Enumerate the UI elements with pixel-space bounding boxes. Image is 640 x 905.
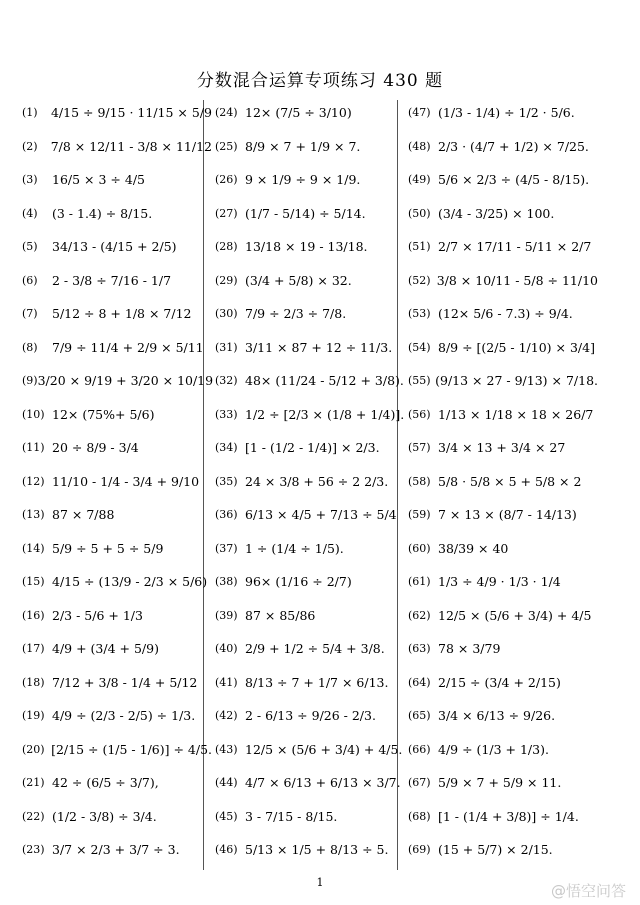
problem-expression: 16/5 × 3 ÷ 4/5	[52, 172, 145, 188]
problem-number: (56)	[408, 407, 431, 421]
problem-expression: 4/15 ÷ (13/9 - 2/3 × 5/6)	[52, 574, 208, 590]
problem-number: (23)	[22, 843, 45, 857]
problem-item	[408, 364, 598, 398]
problem-expression: (3 - 1.4) ÷ 8/15.	[52, 205, 153, 221]
problem-expression: (3/4 + 5/8) × 32.	[245, 272, 352, 288]
problem-expression: (1/7 - 5/14) ÷ 5/14.	[245, 205, 366, 221]
problem-item	[215, 230, 405, 264]
problem-item	[215, 331, 405, 365]
problem-number: (30)	[215, 307, 238, 321]
problem-item	[408, 130, 598, 164]
problem-item	[408, 96, 598, 130]
problem-item	[408, 666, 598, 700]
problem-item	[215, 364, 405, 398]
problem-number: (28)	[215, 240, 238, 254]
problem-expression: 11/10 - 1/4 - 3/4 + 9/10	[52, 473, 200, 489]
problem-expression: 12× (75%+ 5/6)	[52, 406, 155, 422]
problem-item	[408, 398, 598, 432]
problem-expression: 2/7 × 17/11 - 5/11 × 2/7	[438, 239, 592, 255]
problem-expression: 5/9 × 7 + 5/9 × 11.	[438, 775, 562, 791]
problem-item	[215, 197, 405, 231]
problem-expression: 3/20 × 9/19 + 3/20 × 10/19	[37, 373, 214, 389]
problem-item	[408, 733, 598, 767]
problem-expression: 3 - 7/15 - 8/15.	[245, 808, 338, 824]
problem-expression: 7 × 13 × (8/7 - 14/13)	[438, 507, 577, 523]
problem-expression: 4/9 + (3/4 + 5/9)	[52, 641, 159, 657]
problem-item	[22, 431, 212, 465]
problem-number: (59)	[408, 508, 431, 522]
problem-number: (54)	[408, 340, 431, 354]
problem-expression: [1 - (1/2 - 1/4)] × 2/3.	[245, 440, 380, 456]
problem-expression: (1/2 - 3/8) ÷ 3/4.	[52, 808, 157, 824]
problem-expression: 38/39 × 40	[438, 540, 509, 556]
problem-expression: 5/9 ÷ 5 + 5 ÷ 5/9	[52, 540, 164, 556]
problem-item	[215, 465, 405, 499]
problem-number: (60)	[408, 541, 431, 555]
problem-expression: 13/18 × 19 - 13/18.	[245, 239, 368, 255]
problem-number: (5)	[22, 240, 38, 254]
problem-expression: 24 × 3/8 + 56 ÷ 2 2/3.	[245, 473, 389, 489]
problem-number: (45)	[215, 809, 238, 823]
problem-expression: 1/2 ÷ [2/3 × (1/8 + 1/4)].	[245, 406, 405, 422]
problem-number: (35)	[215, 474, 238, 488]
problem-expression: [1 - (1/4 + 3/8)] ÷ 1/4.	[438, 808, 579, 824]
problem-item	[22, 264, 212, 298]
problem-column-1	[22, 96, 212, 867]
problem-item	[215, 666, 405, 700]
problem-item	[408, 599, 598, 633]
problem-number: (21)	[22, 776, 45, 790]
problem-item	[408, 331, 598, 365]
problem-item	[215, 565, 405, 599]
problem-number: (36)	[215, 508, 238, 522]
problem-number: (34)	[215, 441, 238, 455]
problem-number: (4)	[22, 206, 38, 220]
problem-item	[22, 498, 212, 532]
problem-item	[408, 264, 598, 298]
problem-expression: 2 - 3/8 ÷ 7/16 - 1/7	[52, 272, 172, 288]
problem-item	[22, 833, 212, 867]
problem-number: (11)	[22, 441, 45, 455]
problem-item	[22, 766, 212, 800]
problem-expression: 9 × 1/9 ÷ 9 × 1/9.	[245, 172, 361, 188]
problem-item	[215, 498, 405, 532]
problem-number: (8)	[22, 340, 38, 354]
problem-item	[215, 699, 405, 733]
problem-number: (13)	[22, 508, 45, 522]
problem-number: (29)	[215, 273, 238, 287]
problem-item	[22, 565, 212, 599]
problem-item	[408, 800, 598, 834]
problem-item	[215, 632, 405, 666]
problem-expression: 7/8 × 12/11 - 3/8 × 11/12	[50, 138, 212, 154]
problem-number: (62)	[408, 608, 431, 622]
problem-expression: 6/13 × 4/5 + 7/13 ÷ 5/4	[245, 507, 397, 523]
problem-expression: 1 ÷ (1/4 ÷ 1/5).	[245, 540, 344, 556]
problem-number: (15)	[22, 575, 45, 589]
problem-number: (32)	[215, 374, 238, 388]
problem-item	[22, 130, 212, 164]
problem-expression: (1/3 - 1/4) ÷ 1/2 · 5/6.	[438, 105, 575, 121]
problem-number: (12)	[22, 474, 45, 488]
problem-item	[215, 264, 405, 298]
problem-expression: 96× (1/16 ÷ 2/7)	[245, 574, 352, 590]
problem-expression: 87 × 85/86	[245, 607, 316, 623]
problem-number: (25)	[215, 139, 238, 153]
problem-item	[22, 364, 212, 398]
problem-expression: 3/4 × 6/13 ÷ 9/26.	[438, 708, 556, 724]
problem-number: (6)	[22, 273, 38, 287]
problem-item	[408, 498, 598, 532]
problem-number: (43)	[215, 742, 238, 756]
problem-number: (52)	[408, 273, 431, 287]
problem-expression: 78 × 3/79	[438, 641, 501, 657]
problem-number: (68)	[408, 809, 431, 823]
problem-item	[408, 565, 598, 599]
problem-item	[22, 532, 212, 566]
problem-item	[215, 532, 405, 566]
problem-number: (16)	[22, 608, 45, 622]
problem-number: (20)	[22, 742, 45, 756]
problem-expression: 12× (7/5 ÷ 3/10)	[245, 105, 352, 121]
problem-number: (46)	[215, 843, 238, 857]
page-title: 分数混合运算专项练习 430 题	[196, 71, 444, 91]
problem-expression: 2/3 · (4/7 + 1/2) × 7/25.	[438, 138, 589, 154]
problem-item	[215, 96, 405, 130]
problem-item	[408, 699, 598, 733]
problem-number: (48)	[408, 139, 431, 153]
problem-expression: 87 × 7/88	[52, 507, 115, 523]
problem-item	[22, 398, 212, 432]
problem-number: (33)	[215, 407, 238, 421]
problem-expression: 7/9 ÷ 2/3 ÷ 7/8.	[245, 306, 347, 322]
problem-item	[408, 163, 598, 197]
problem-number: (49)	[408, 173, 431, 187]
problem-item	[215, 599, 405, 633]
problem-expression: 5/8 · 5/8 × 5 + 5/8 × 2	[438, 473, 582, 489]
problem-item	[22, 599, 212, 633]
problem-item	[22, 666, 212, 700]
problem-expression: 34/13 - (4/15 + 2/5)	[52, 239, 177, 255]
problem-item	[408, 532, 598, 566]
problem-expression: 4/9 ÷ (2/3 - 2/5) ÷ 1/3.	[52, 708, 196, 724]
problem-expression: 2 - 6/13 ÷ 9/26 - 2/3.	[245, 708, 376, 724]
problem-expression: 7/9 ÷ 11/4 + 2/9 × 5/11	[52, 339, 204, 355]
problem-expression: (9/13 × 27 - 9/13) × 7/18.	[435, 373, 598, 389]
problem-number: (53)	[408, 307, 431, 321]
problem-expression: 8/13 ÷ 7 + 1/7 × 6/13.	[245, 674, 389, 690]
problem-item	[215, 800, 405, 834]
problem-expression: 4/9 ÷ (1/3 + 1/3).	[438, 741, 549, 757]
problem-number: (55)	[408, 374, 431, 388]
problem-expression: 2/3 - 5/6 + 1/3	[52, 607, 143, 623]
problem-expression: 5/12 ÷ 8 + 1/8 × 7/12	[52, 306, 192, 322]
problem-number: (65)	[408, 709, 431, 723]
problem-item	[22, 163, 212, 197]
problem-expression: 8/9 ÷ [(2/5 - 1/10) × 3/4]	[438, 339, 595, 355]
problem-item	[215, 398, 405, 432]
problem-number: (22)	[22, 809, 45, 823]
problem-number: (17)	[22, 642, 45, 656]
problem-number: (1)	[22, 106, 38, 120]
problem-expression: 5/13 × 1/5 + 8/13 ÷ 5.	[245, 842, 389, 858]
problem-expression: 3/7 × 2/3 + 3/7 ÷ 3.	[52, 842, 180, 858]
problem-number: (57)	[408, 441, 431, 455]
watermark: @悟空问答	[550, 882, 626, 900]
problem-number: (7)	[22, 307, 38, 321]
problem-expression: 7/12 + 3/8 - 1/4 + 5/12	[52, 674, 198, 690]
problem-column-2	[215, 96, 405, 867]
problem-item	[408, 197, 598, 231]
problem-expression: 48× (11/24 - 5/12 + 3/8).	[245, 373, 404, 389]
problem-expression: (15 + 5/7) × 2/15.	[438, 842, 553, 858]
problem-number: (66)	[408, 742, 431, 756]
problem-number: (42)	[215, 709, 238, 723]
problem-number: (10)	[22, 407, 45, 421]
problem-number: (39)	[215, 608, 238, 622]
problem-item	[22, 699, 212, 733]
problem-expression: 12/5 × (5/6 + 3/4) + 4/5.	[245, 741, 403, 757]
problem-expression: (12× 5/6 - 7.3) ÷ 9/4.	[438, 306, 573, 322]
problem-item	[22, 297, 212, 331]
problem-expression: 2/9 + 1/2 ÷ 5/4 + 3/8.	[245, 641, 385, 657]
problem-number: (61)	[408, 575, 431, 589]
problem-item	[215, 833, 405, 867]
problem-item	[408, 632, 598, 666]
problem-item	[22, 331, 212, 365]
problem-number: (27)	[215, 206, 238, 220]
problem-number: (26)	[215, 173, 238, 187]
problem-item	[408, 465, 598, 499]
problem-number: (2)	[22, 139, 38, 153]
problem-number: (50)	[408, 206, 431, 220]
problem-number: (3)	[22, 173, 38, 187]
problem-number: (40)	[215, 642, 238, 656]
problem-expression: 3/11 × 87 + 12 ÷ 11/3.	[245, 339, 393, 355]
problem-expression: 12/5 × (5/6 + 3/4) + 4/5	[438, 607, 592, 623]
problem-item	[408, 766, 598, 800]
problem-number: (58)	[408, 474, 431, 488]
problem-expression: 4/15 ÷ 9/15 · 11/15 × 5/9	[50, 105, 212, 121]
problem-item	[22, 800, 212, 834]
problem-item	[408, 833, 598, 867]
problem-expression: (3/4 - 3/25) × 100.	[438, 205, 555, 221]
page-number: 1	[316, 876, 324, 889]
problem-expression: 4/7 × 6/13 + 6/13 × 3/7.	[245, 775, 401, 791]
problem-number: (69)	[408, 843, 431, 857]
problem-number: (37)	[215, 541, 238, 555]
problem-number: (9)	[22, 374, 38, 388]
problem-number: (44)	[215, 776, 238, 790]
problem-number: (67)	[408, 776, 431, 790]
problem-expression: 5/6 × 2/3 ÷ (4/5 - 8/15).	[438, 172, 590, 188]
problem-item	[215, 431, 405, 465]
problem-item	[22, 733, 212, 767]
problem-number: (24)	[215, 106, 238, 120]
problem-expression: 1/3 ÷ 4/9 · 1/3 · 1/4	[438, 574, 561, 590]
problem-column-3	[408, 96, 598, 867]
problem-item	[22, 197, 212, 231]
problem-number: (31)	[215, 340, 238, 354]
problem-item	[408, 230, 598, 264]
problem-item	[22, 632, 212, 666]
problem-number: (19)	[22, 709, 45, 723]
problem-number: (47)	[408, 106, 431, 120]
problem-expression: 3/8 × 10/11 - 5/8 ÷ 11/10	[436, 272, 598, 288]
problem-number: (18)	[22, 675, 45, 689]
problem-item	[215, 297, 405, 331]
problem-expression: [2/15 ÷ (1/5 - 1/6)] ÷ 4/5.	[51, 741, 212, 757]
problem-item	[408, 431, 598, 465]
problem-expression: 1/13 × 1/18 × 18 × 26/7	[438, 406, 594, 422]
problem-item	[215, 766, 405, 800]
problem-item	[22, 465, 212, 499]
problem-expression: 20 ÷ 8/9 - 3/4	[52, 440, 139, 456]
problem-number: (14)	[22, 541, 45, 555]
problem-expression: 2/15 ÷ (3/4 + 2/15)	[438, 674, 561, 690]
problem-item	[22, 230, 212, 264]
problem-item	[22, 96, 212, 130]
problem-number: (51)	[408, 240, 431, 254]
problem-expression: 42 ÷ (6/5 ÷ 3/7),	[52, 775, 159, 791]
problem-item	[215, 163, 405, 197]
problem-item	[408, 297, 598, 331]
problem-number: (38)	[215, 575, 238, 589]
problem-number: (41)	[215, 675, 238, 689]
problem-expression: 3/4 × 13 + 3/4 × 27	[438, 440, 566, 456]
problem-item	[215, 130, 405, 164]
problem-number: (64)	[408, 675, 431, 689]
problem-item	[215, 733, 405, 767]
problem-expression: 8/9 × 7 + 1/9 × 7.	[245, 138, 361, 154]
problem-number: (63)	[408, 642, 431, 656]
